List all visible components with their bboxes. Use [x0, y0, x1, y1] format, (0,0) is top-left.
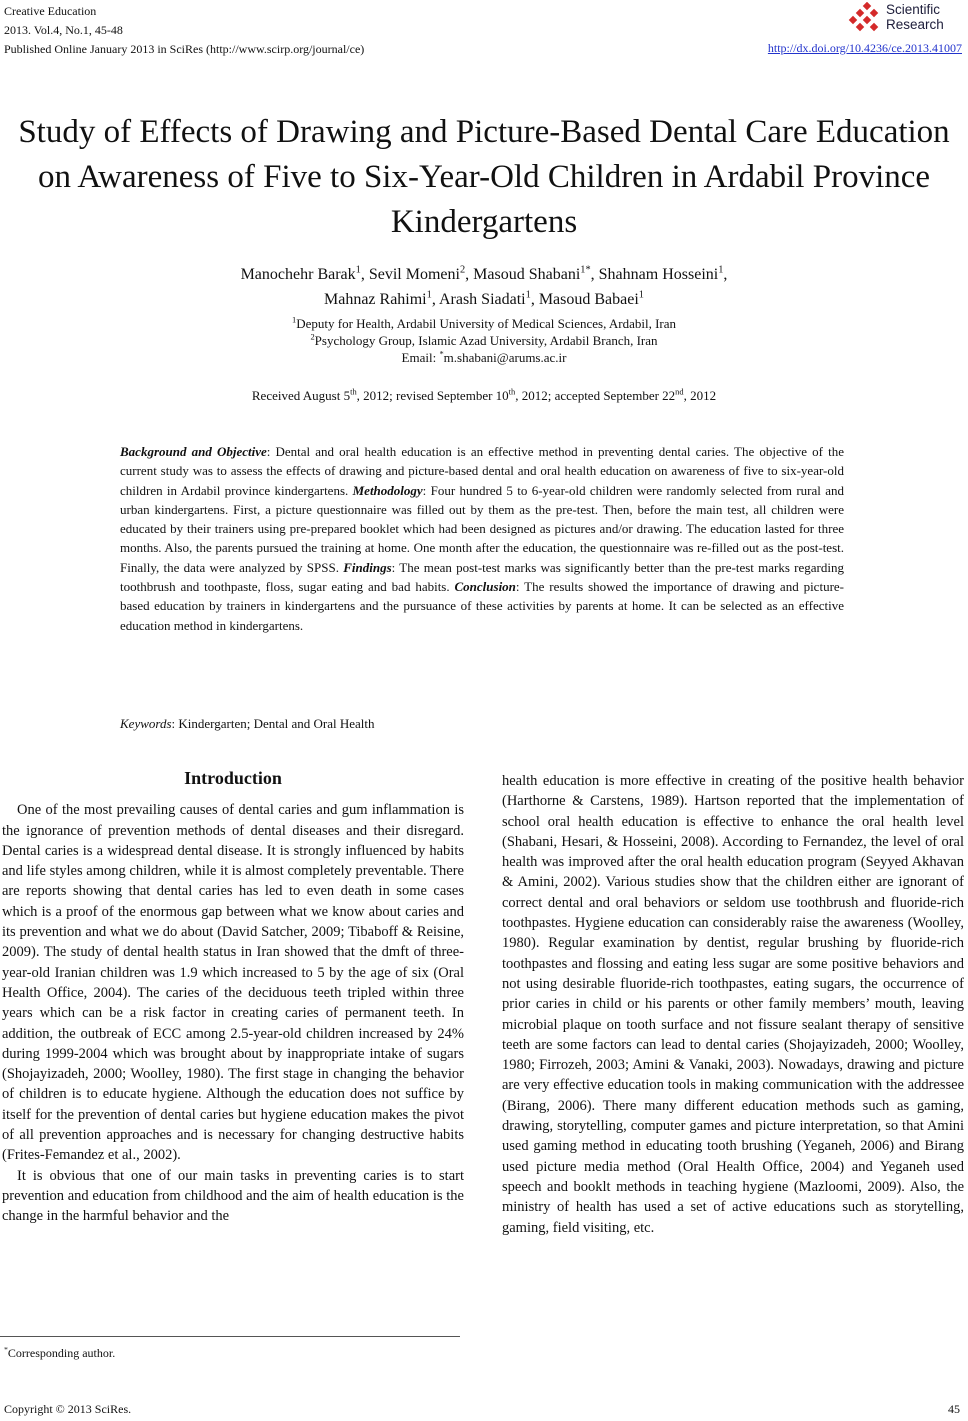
footnote-rule [0, 1336, 460, 1337]
publisher-logo [848, 2, 958, 38]
affiliation-1: $^1$Deputy for Health, Ardabil University of Medical Sciences, Ardabil, Iran [292, 314, 676, 331]
page-number: 45 [948, 1402, 960, 1416]
author: Sevil Momeni$^2$, [368, 264, 474, 283]
logo-text-line1: Scientific [886, 2, 941, 17]
journal-name: Creative Education [4, 4, 97, 18]
section-heading-introduction: Introduction [184, 768, 282, 788]
abstract-findings-label: Findings [343, 559, 392, 575]
author: Masoud Shabani$^{1*}$, [473, 264, 599, 283]
received-dates: Received August 5th, 2012; revised September 10th, 2012; accepted September 22nd, 2012 [251, 386, 717, 403]
authors-line-2 [0, 291, 968, 309]
abstract-background-label: Background and Objective [120, 444, 267, 459]
author: Manochehr Barak$^1$, [240, 264, 369, 283]
diamond-logo-icon [848, 2, 884, 36]
author: Masoud Babaei$^1$ [538, 289, 644, 308]
author: Shahnam Hosseini$^1$, [598, 264, 728, 283]
paper-title: Study of Effects of Drawing and Picture-Based Dental Care Education on Awareness of Five to Six-Year-Old Children in Ardabil Province Kindergartens [18, 114, 950, 240]
logo-text-line2: Research [886, 17, 944, 32]
doi-link[interactable]: http://dx.doi.org/10.4236/ce.2013.41007 [767, 41, 962, 55]
abstract-conclusion-label: Conclusion [454, 579, 516, 595]
corresponding-email: Email: *m.shabani@arums.ac.ir [401, 348, 567, 365]
intro-paragraph-1: One of the most prevailing causes of dental caries and gum inflammation is the ignorance of prevention methods of dental diseases and their disregard. Dental caries is a widespread dental disease. It is strongly influenced by habits and life styles among children, while it is almost completely preventable. There are reports showing that dental caries has led to even death in some cases which is a proof of the enormous gap between what we know about caries and its prevention and what we do about (David Satcher, 2009; Tibaboff & Reisine, 2009). The study of dental health status in Iran showed that the dmft of three-year-old Iranian children was 1.9 which increased to 5 by the age of six (Oral Health Office, 2004). The caries of the deciduous teeth tripled within three years which can be a risk factor in creating caries of permanent teeth. In addition, the outbreak of ECC among 2.5-year-old children increased by 24% during 1999-2004 which was brought about by inappropriate intake of sugars (Shojayizadeh, 2000; Woolley, 1980). The first stage in changing the behavior of children is to educate hygiene. Although the education does not suffice by itself for the prevention of dental caries but hygiene education makes the pivot of all prevention approaches and is necessary for changing destructive habits (Frites-Femandez et al., 2002). [2, 802, 464, 1164]
keywords: Keywords: Kindergarten; Dental and Oral Health [120, 716, 375, 731]
journal-volume: 2013. Vol.4, No.1, 45-48 [4, 23, 123, 37]
right-column [502, 771, 964, 1238]
intro-paragraph-2: It is obvious that one of our main tasks in preventing caries is to start prevention and education from childhood and the aim of health education is the change in the harmful behavior and the [2, 1167, 464, 1225]
author: Mahnaz Rahimi$^1$, [323, 289, 439, 308]
left-column [2, 768, 464, 1227]
copyright: Copyright © 2013 SciRes. [4, 1402, 132, 1416]
intro-paragraph-3: health education is more effective in creating of the positive health behavior (Harthorne & Carstens, 1989). Hartson reported that the implementation of school oral health education is effective to enhance the oral health level (Shabani, Hesari, & Hosseini, 2008). According to Fernandez, the level of oral health was improved after the oral health education program (Seyyed Akhavan & Amini, 2002). Various studies show that the children either are ignorant of correct dental and oral behaviors or seldom use toothbrush and fluoride-rich toothpastes. Hygiene education can considerably raise the awareness (Woolley, 1980). Regular examination by dentist, regular brushing by fluoride-rich toothpastes and flossing and eating less sugar are some positive behaviors and not using desirable fluoride-rich toothpastes, eating sugars, the occurrence of prior caries in child or his parents or other family members’ mouth, leaving microbial plaque on tooth surface and not fissure sealant therapy of sensitive teeth are some factors can lead to dental caries (Shojayizadeh, 2000; Woolley, 1980; Firrozeh, 2003; Amini & Vanaki, 2003). Nowadays, drawing and picture are very effective education tools in making communication with the addressee (Birang, 2006). There many different education methods such as gaming, drawing, storytelling, computer games and picture interpretation, so that Amini used gaming method in educating tooth brushing (Yeganeh, 2006) and Birang used picture media method (Oral Health Office, 2004) and Yeganeh used speech and booklt methods in teaching hygiene (Mazloomi, 2009). Also, the ministry of health has used a set of active educations such as storytelling, gaming, field visiting, etc. [502, 773, 964, 1236]
footnote: *Corresponding author. [4, 1345, 116, 1360]
abstract: Background and Objective: Dental and oral health education is an effective method in preventing dental caries. The objective of the current study was to assess the effects of drawing and picture-based dental and oral health education on awareness of five to six-year-old children in Ardabil province kindergartens. Methodology: Four hundred 5 to 6-year-old children were randomly selected from rural and urban kindergartens. First, a picture questionnaire was filled out by them as the pre-test. Then, before the main test, all children were educated by their trainers using pre-prepared booklet which had been designed as pictures and/or drawing. The education lasted for three months. Also, the parents pursued the training at home. One month after the education, the questionnaire was re-filled out as the post-test. Finally, the data were analyzed by SPSS. Findings: The mean post-test marks was significantly better than the pre-test marks regarding toothbrush and toothpaste, floss, sugar eating and bad habits. Conclusion: The results showed the importance of drawing and picture-based education by trainers in kindergartens and the pursuance of these activities by parents at home. It can be selected as an effective education method in kindergartens. [120, 444, 844, 633]
publication-info: Published Online January 2013 in SciRes (http://www.scirp.org/journal/ce) [4, 42, 365, 56]
affiliation-2: $^2$Psychology Group, Islamic Azad University, Ardabil Branch, Iran [310, 331, 658, 348]
authors-line-1 [0, 266, 968, 284]
abstract-methodology-label: Methodology [352, 482, 423, 498]
author: Arash Siadati$^1$, [438, 289, 539, 308]
